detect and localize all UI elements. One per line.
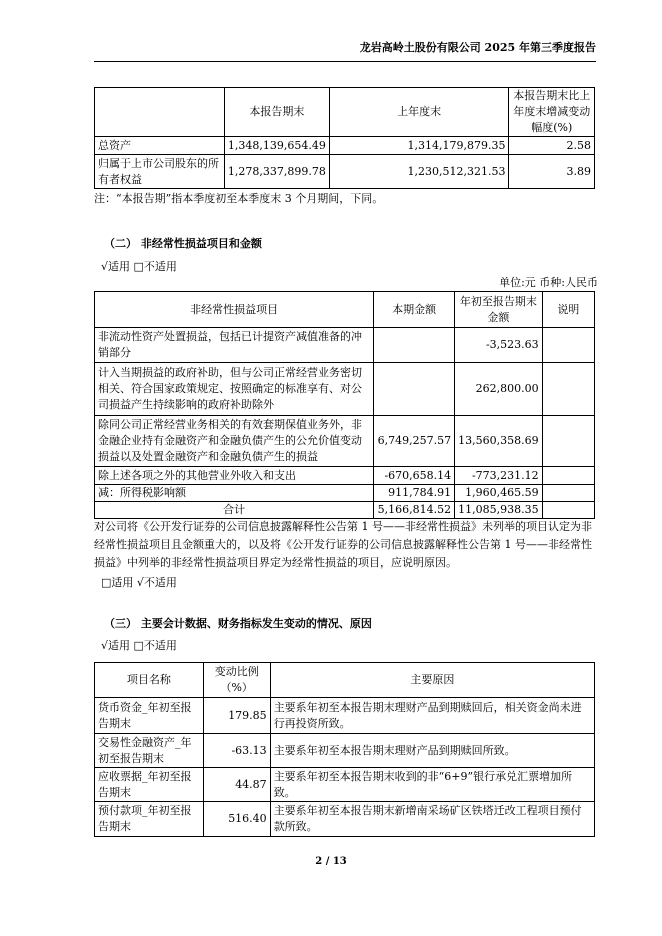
table2-total-label: 合计 xyxy=(95,502,374,519)
table1-header-current: 本报告期末 xyxy=(224,88,329,137)
table2-row-note xyxy=(542,328,594,363)
table2-row-current: 6,749,257.57 xyxy=(374,416,455,467)
section3-applicable: √适用 □不适用 xyxy=(101,639,177,652)
table1-header-change: 本报告期末比上年度末增减变动幅度(%) xyxy=(509,88,595,137)
table1-row-prior: 1,314,179,879.35 xyxy=(329,137,509,155)
table3-row-reason: 主要系年初至本报告期末理财产品到期赎回所致。 xyxy=(270,734,594,768)
table3-row-name: 交易性金融资产_年初至报告期末 xyxy=(95,734,204,768)
changes-table xyxy=(94,662,595,837)
table2-row-ytd: -773,231.12 xyxy=(455,467,542,485)
table2-total-ytd: 11,085,938.35 xyxy=(455,502,542,519)
table2-total-note xyxy=(542,502,594,519)
table3-header-ratio: 变动比例（%） xyxy=(203,663,270,698)
section3-title: （三） 主要会计数据、财务指标发生变动的情况、原因 xyxy=(104,617,372,630)
table1-row-prior: 1,230,512,321.53 xyxy=(329,155,509,189)
table3-row-ratio: 516.40 xyxy=(203,802,270,837)
table3-row-reason: 主要系年初至本报告期末理财产品到期赎回后，相关资金尚未进行再投资所致。 xyxy=(270,698,594,734)
nonrecurring-table xyxy=(94,291,595,519)
table3-row-reason: 主要系年初至本报告期末新增南采场矿区铁塔迁改工程项目预付款所致。 xyxy=(270,802,594,837)
table2-header-note: 说明 xyxy=(542,292,594,328)
table2-row-current: 911,784.91 xyxy=(374,485,455,502)
table1-row-label: 总资产 xyxy=(95,137,225,155)
table3-row-reason: 主要系年初至本报告期末收到的非“6+9”银行承兑汇票增加所致。 xyxy=(270,768,594,802)
table2-total-current: 5,166,814.52 xyxy=(374,502,455,519)
table2-row-item: 减：所得税影响额 xyxy=(95,485,374,502)
table2-header-ytd: 年初至报告期末金额 xyxy=(455,292,542,328)
table2-row-ytd: 1,960,465.59 xyxy=(455,485,542,502)
balance-table xyxy=(94,87,595,189)
table3-row-name: 预付款项_年初至报告期末 xyxy=(95,802,204,837)
table2-row-note xyxy=(542,363,594,416)
table2-row-item: 除上述各项之外的其他营业外收入和支出 xyxy=(95,467,374,485)
table2-header-item: 非经常性损益项目 xyxy=(95,292,374,328)
table1-row-current: 1,278,337,899.78 xyxy=(224,155,329,189)
table3-row-ratio: 179.85 xyxy=(203,698,270,734)
section2-unit: 单位:元 币种:人民币 xyxy=(499,276,598,289)
table2-row-current: -670,658.14 xyxy=(374,467,455,485)
table1-header-prior: 上年度末 xyxy=(329,88,509,137)
table2-row-note xyxy=(542,416,594,467)
table2-row-current xyxy=(374,363,455,416)
section2-paragraph: 对公司将《公开发行证券的公司信息披露解释性公告第 1 号——非经常性损益》未列举的项目认定为非经常性损益项目且金额重大的，以及将《公开发行证券的公司信息披露解释性公告第 1 号——非经常性损益》中列举的非经常性损益项目界定为经常性损益的项目，应说明原因。 xyxy=(94,520,592,569)
table3-row-name: 货币资金_年初至报告期末 xyxy=(95,698,204,734)
table1-row-change: 2.58 xyxy=(509,137,595,155)
page-header: 龙岩高岭土股份有限公司 2025 年第三季度报告 xyxy=(94,38,596,62)
section2-applicable2: □适用 √不适用 xyxy=(101,576,177,589)
section2-title: （二） 非经常性损益项目和金额 xyxy=(104,237,262,250)
section2-applicable: √适用 □不适用 xyxy=(101,260,177,273)
table3-row-ratio: -63.13 xyxy=(203,734,270,768)
table2-row-note xyxy=(542,485,594,502)
table2-header-current: 本期金额 xyxy=(374,292,455,328)
table2-row-item: 计入当期损益的政府补助，但与公司正常经营业务密切相关、符合国家政策规定、按照确定的标准享有、对公司损益产生持续影响的政府补助除外 xyxy=(95,363,374,416)
table3-row-name: 应收票据_年初至报告期末 xyxy=(95,768,204,802)
table3-header-name: 项目名称 xyxy=(95,663,204,698)
table1-header-empty xyxy=(95,88,225,137)
table2-row-ytd: 262,800.00 xyxy=(455,363,542,416)
table3-header-reason: 主要原因 xyxy=(270,663,594,698)
table1-note: 注：“本报告期”指本季度初至本季度末 3 个月期间，下同。 xyxy=(94,192,384,205)
table2-row-item: 除同公司正常经营业务相关的有效套期保值业务外，非金融企业持有金融资产和金融负债产生的公允价值变动损益以及处置金融资产和金融负债产生的损益 xyxy=(95,416,374,467)
table2-row-item: 非流动性资产处置损益，包括已计提资产减值准备的冲销部分 xyxy=(95,328,374,363)
table2-row-note xyxy=(542,467,594,485)
table2-row-ytd: -3,523.63 xyxy=(455,328,542,363)
table3-row-ratio: 44.87 xyxy=(203,768,270,802)
table1-row-current: 1,348,139,654.49 xyxy=(224,137,329,155)
table1-row-label: 归属于上市公司股东的所有者权益 xyxy=(95,155,225,189)
table2-row-ytd: 13,560,358.69 xyxy=(455,416,542,467)
table1-row-change: 3.89 xyxy=(509,155,595,189)
page-number: 2 / 13 xyxy=(315,856,347,867)
table2-row-current xyxy=(374,328,455,363)
